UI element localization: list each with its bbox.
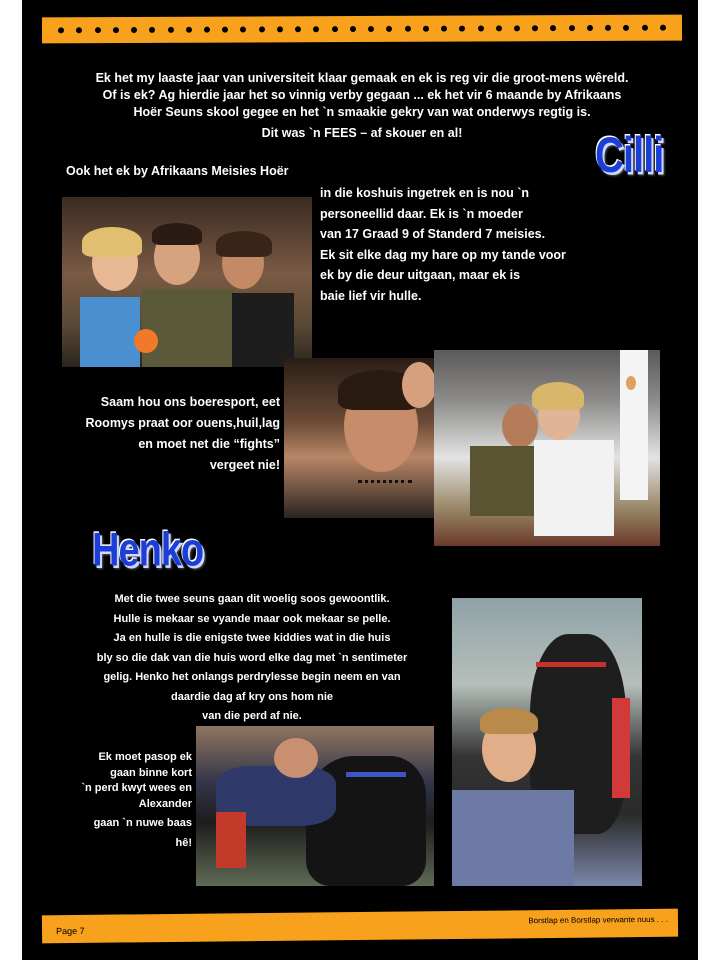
band-dot [386,26,392,32]
page [22,0,698,960]
cilli-line-4: Ek sit elke dag my hare op my tande voor [320,247,566,262]
cilli-title: Cilli [595,128,664,183]
intro-line-1: Ek het my laaste jaar van universiteit klaar gemaak en ek is reg vir die groot-mens wêreld. [95,71,629,85]
band-dot [277,26,283,32]
band-dot [186,27,192,33]
band-dot [642,25,648,31]
cilli-line-1: in die koshuis ingetrek en is nou `n [320,186,530,200]
header-dots [42,15,682,44]
alexander-line-1: Ek moet pasop ek [98,751,192,763]
band-dot [459,26,465,32]
page-number: Page 7 [55,925,85,937]
roomys-line-4: vergeet nie! [209,458,280,472]
roomys-line-3: en moet net die “fights” [138,437,280,451]
henko-line-6: daardie dag af kry ons hom nie [171,690,333,703]
intro-line-2: Of is ek? Ag hierdie jaar het so vinnig verby gegaan ... ek het vir 6 maande by Afrikaans [102,88,622,102]
alexander-line-2: gaan binne kort [110,766,192,779]
band-dot [623,25,629,31]
photo-girl-closeup [284,358,434,518]
band-dot [113,27,119,33]
band-dot [496,25,502,31]
band-dot [204,27,210,33]
henko-line-4: bly so die dak van die huis word elke dag met `n sentimeter [96,651,408,664]
band-dot [532,25,538,31]
band-dot [605,25,611,31]
band-dot [259,26,265,32]
roomys-line-1: Saam hou ons boeresport, eet [100,395,280,409]
alexander-paragraph [62,750,192,851]
henko-title: Henko [92,524,204,577]
photo-boy-with-horse [452,598,642,886]
band-dot [350,26,356,32]
header-band [42,15,682,44]
alexander-line-3: `n perd kwyt wees en [81,782,192,794]
henko-line-7: van die perd af nie. [202,710,302,722]
band-dot [405,26,411,32]
alexander-line-5: gaan `n nuwe baas [93,817,192,829]
photo-boy-on-horse [196,726,434,886]
photo-three-girls [62,197,312,367]
footer-band [42,909,678,944]
henko-line-5: gelig. Henko het onlangs perdrylesse begin neem en van [103,671,401,683]
band-dot [168,27,174,33]
henko-paragraph [62,590,442,727]
band-dot [131,27,137,33]
band-dot [514,25,520,31]
cilli-line-3: van 17 Graad 9 of Standerd 7 meisies. [320,227,546,241]
band-dot [240,27,246,33]
band-dot [660,25,666,31]
band-dot [295,26,301,32]
henko-line-2: Hulle is mekaar se vyande maar ook mekaar se pelle. [113,612,391,625]
band-dot [313,26,319,32]
alexander-line-6: hê! [175,836,192,849]
roomys-line-2: Roomys praat oor ouens,huil,lag [85,416,280,430]
band-dot [332,26,338,32]
intro-line-4: Dit was `n FEES – af skouer en al! [261,126,463,140]
intro-paragraph [52,70,672,142]
band-dot [76,27,82,33]
henko-line-1: Met die twee seuns gaan dit woelig soos gewoontlik. [114,593,390,605]
cilli-line-2: personeellid daar. Ek is `n moeder [320,206,523,221]
henko-line-3: Ja en hulle is die enigste twee kiddies wat in die huis [113,632,391,644]
band-dot [58,27,64,33]
band-dot [569,25,575,31]
intro-line-3: Hoër Seuns skool gegee en het `n smaakie gekry van wat onderwys regtig is. [133,105,591,119]
cilli-intro-line: Ook het ek by Afrikaans Meisies Hoër [66,164,289,178]
band-dot [587,25,593,31]
band-dot [441,26,447,32]
alexander-line-4: Alexander [138,797,192,810]
band-dot [423,26,429,32]
cilli-line-5: ek by die deur uitgaan, maar ek is [320,268,521,282]
band-dot [222,27,228,33]
band-dot [368,26,374,32]
cilli-paragraph [320,183,620,306]
cilli-line-6: baie lief vir hulle. [320,288,422,303]
band-dot [95,27,101,33]
band-dot [550,25,556,31]
publication-name: Borstlap en Borstlap verwante nuus . . . [528,914,668,926]
band-dot [149,27,155,33]
roomys-paragraph [52,392,280,476]
band-dot [477,25,483,31]
photo-two-girls [434,350,660,546]
